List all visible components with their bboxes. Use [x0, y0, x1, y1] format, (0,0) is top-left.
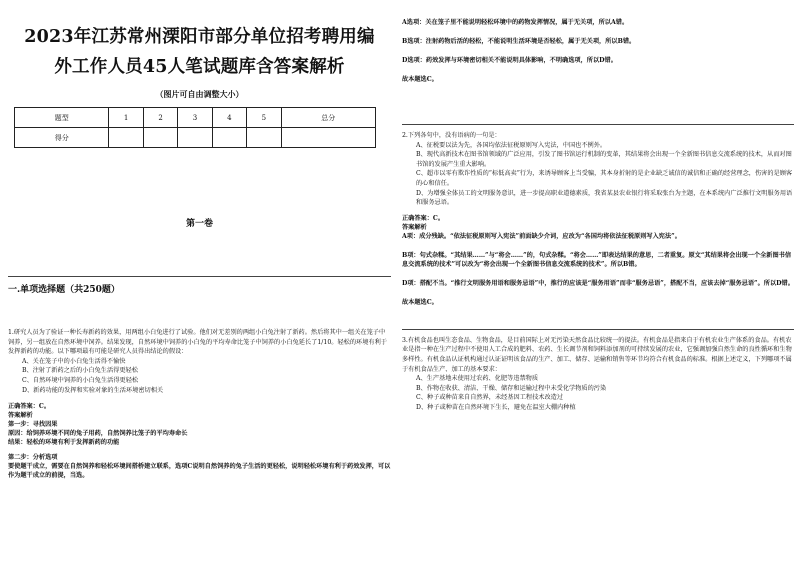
analysis-step: 第二步：分析选项 [8, 454, 58, 462]
divider [402, 124, 794, 125]
answer-1-continued [402, 18, 794, 84]
analysis-line: 故本题选C。 [402, 76, 438, 83]
score-cell: 4 [212, 108, 246, 128]
score-cell: 3 [178, 108, 212, 128]
document-title [8, 22, 391, 82]
analysis-line: 故本题选C。 [402, 298, 438, 306]
score-cell: 总分 [281, 108, 375, 128]
question-stem: 1.研究人员为了验证一种长寿新药的效果，用两组小白兔进行了试验。他们对无差别的两组小白兔注射了新药。然后将其中一组关在笼子中饲养，另一组放在自然环境中饲养。结果发现，自然环境中饲养的小白兔的平均寿命比笼子中饲养的小白兔延长了1/10。轻松的环境有利于发挥新药的功能。以下哪项最有可能是研究人员得出结论的假设： [8, 329, 387, 356]
option-a: A、生产基地未使用过农药、化肥等违禁物质 [416, 375, 539, 383]
volume-heading: 第一卷 [185, 219, 213, 229]
option-c: C、自然环境中饲养的小白兔生活得更轻松 [22, 376, 139, 384]
analysis-step: 结果：轻松的环境有利于发挥新药的功能 [8, 439, 120, 447]
score-cell [281, 128, 375, 148]
option-d: D、为增强全体员工的文明服务意识，进一步提高职业道德素质，我省某县农业银行将采取张台为主题，在本系统内广泛推行文明服务用语和服务忌语。 [416, 189, 793, 207]
question-3 [402, 336, 794, 413]
score-cell [109, 128, 143, 148]
analysis-line: D选项：药效发挥与环境密切相关不能说明具体影响，不明确选项，所以D错。 [402, 57, 617, 64]
analysis-step: 原因：给饲养环境不同的兔子用药，自然饲养比笼子的平均寿命长 [8, 430, 188, 438]
score-cell [212, 128, 246, 148]
option-b: B、现代高新技术在图书馆领域的广泛应用，引发了图书馆运行机制的变革，其结果将会出现一个全新图书信息交流系统的技术，从而对图书馆的发展产生重大影响。 [416, 151, 792, 168]
question-2 [402, 131, 794, 208]
option-d: D、种子或种苗在自然环境下生长，避免在温室大棚内种植 [416, 403, 576, 411]
title-line-1: 2023年江苏常州溧阳市部分单位招考聘用编 [24, 27, 375, 47]
score-cell [143, 128, 177, 148]
option-d: D、新药功能的发挥和实验对象的生活环境密切相关 [22, 386, 164, 394]
title-line-2: 外工作人员45人笔试题库含答案解析 [54, 57, 345, 77]
score-cell [178, 128, 212, 148]
option-a: A、关在笼子中的小白兔生活得不愉快 [22, 357, 126, 365]
question-stem: 2.下列各句中，没有语病的一句是： [402, 132, 501, 139]
image-note: （图片可自由调整大小） [155, 89, 244, 99]
option-c: C、超市以零有欺诈性质的“标低高卖”行为，来诱导顾客上当受骗，其本身折射的是企业缺乏诚信的诚信和正确的经营理念，伤害的是顾客的心和信任。 [416, 170, 793, 187]
analysis-line: A选项：关在笼子里不能说明轻松环境中的药物发挥情况，属于无关项，所以A错。 [402, 19, 629, 26]
analysis-line: A项：成分残缺。“依法征税原则写入宪法”前面缺少介词，应改为“各国均将依法征税原则写入宪法”。 [402, 232, 681, 240]
question-stem: 3.有机食品也叫生态食品、生物食品，是目前国际上对无污染天然食品比较统一的提法。有机食品是指来自于有机农业生产体系的食品。有机农业是指一种在生产过程中不使用人工合成的肥料、农药、生长调节剂和饲料添加剂的可持续发展的农业，它强调加强自然生命的良性循环和生物多样性。有机食品认证机构通过认证证明该食品的生产、加工、储存、运输和销售等环节均符合有机食品的标准。根据上述定义，下列哪项不属于有机食品生产、加工的基本要求： [402, 336, 792, 373]
option-c: C、种子或种苗来自自然界，未经基因工程技术改造过 [416, 394, 564, 402]
option-a: A、征税要以法为先，各国均依法征税原则写入宪法，中国也不例外。 [416, 141, 607, 149]
analysis-line: D项：搭配不当。“推行文明服务用语和服务忌语”中，推行的应该是“服务用语”而非“服务忌语”，搭配不当，应该去掉“服务忌语”。所以D错。 [402, 279, 794, 287]
section-heading: 一.单项选择题（共250题） [8, 285, 120, 295]
score-cell: 得分 [15, 128, 109, 148]
analysis-line: B项：句式杂糅。“其结果……”与“将会……”的，句式杂糅。“将会……”即表达结果的意思，二者重复。原文“其结果将会出现一个全新图书信息交流系统的技术”可以改为“将会出现一个全新图书信息交流系统的技术”。所以B错。 [402, 251, 792, 268]
answer-1 [8, 402, 391, 480]
question-1 [8, 328, 391, 395]
correct-answer: 正确答案：C。 [8, 403, 51, 411]
divider [402, 329, 794, 330]
score-cell: 2 [143, 108, 177, 128]
answer-2 [402, 214, 794, 307]
score-table-score-row [15, 128, 376, 148]
analysis-line: B选项：注射药物后活的轻松，不能说明生活环境是否轻松，属于无关项，所以B错。 [402, 38, 636, 45]
score-cell: 5 [247, 108, 281, 128]
analysis-label: 答案解析 [402, 223, 427, 231]
score-cell: 1 [109, 108, 143, 128]
left-column [8, 22, 391, 480]
option-b: B、作物在收获、清洁、干燥、储存和运输过程中未受化学物质的污染 [416, 384, 607, 392]
correct-answer: 正确答案：C。 [402, 214, 445, 222]
right-column [402, 18, 794, 413]
score-cell [247, 128, 281, 148]
option-b: B、注射了新药之后的小白兔生活得更轻松 [22, 367, 138, 375]
analysis-step: 第一步：寻找因果 [8, 421, 58, 429]
analysis-label: 答案解析 [8, 412, 33, 420]
score-cell: 题型 [15, 108, 109, 128]
analysis-step: 要使题干成立，需要在自然饲养和轻松环境间搭桥建立联系，选项C说明自然饲养的兔子生活的更轻松，说明轻松环境有利于药效发挥，可以作为题干成立的前提，当选。 [8, 463, 391, 480]
score-table-header-row [15, 108, 376, 128]
divider [8, 276, 391, 277]
score-table [14, 107, 376, 148]
